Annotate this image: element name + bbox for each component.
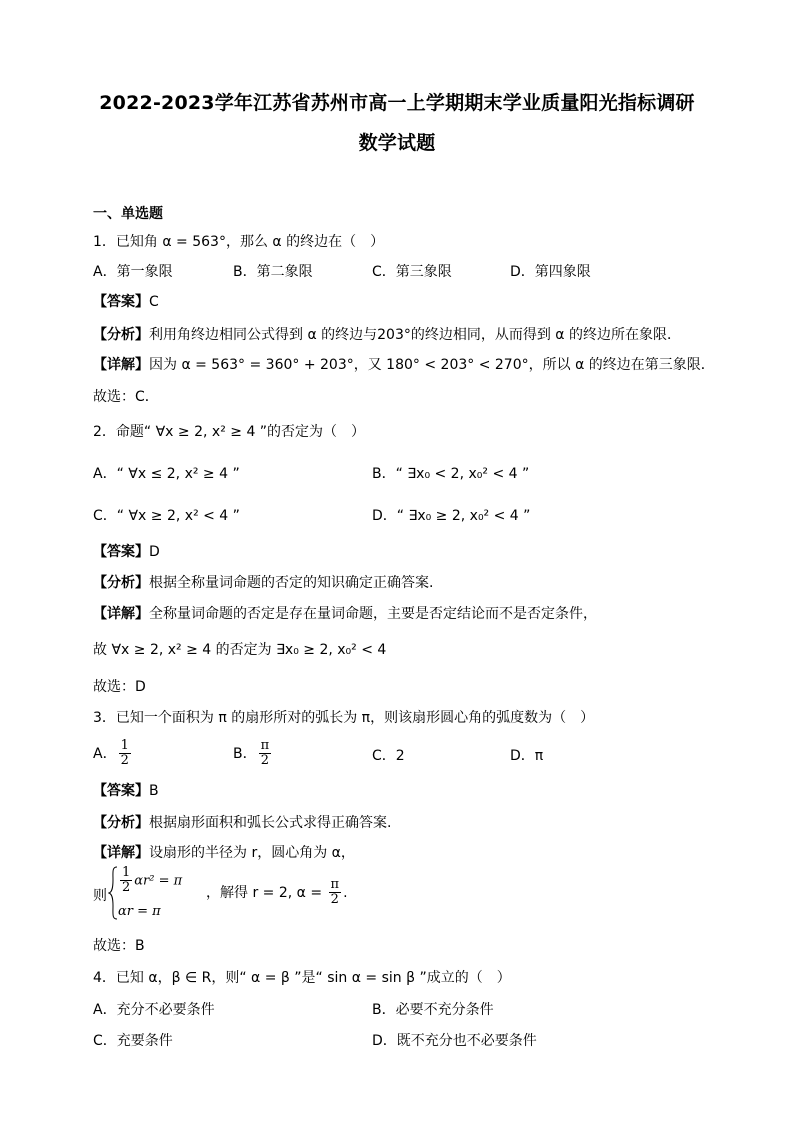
q3-detail-text: 设扇形的半径为 r，圆心角为 α， — [149, 845, 355, 861]
q1-detail-text: 因为 α = 563° = 360° + 203°，又 180° < 203° < 270°，所以 α 的终边在第三象限． — [149, 357, 715, 373]
q1-option-a: A．第一象限 — [93, 264, 173, 280]
q3-system-row-2: αr = π — [118, 904, 161, 919]
q1-option-d: D．第四象限 — [510, 264, 591, 280]
q2-stem: 2．命题“ ∀x ≥ 2, x² ≥ 4 ”的否定为（ ） — [93, 424, 366, 440]
q1-answer — [93, 291, 159, 311]
q3-solution-end: . — [343, 884, 348, 901]
q3-solution-text: ，解得 r = 2, α = — [206, 884, 327, 901]
q1-stem: 1．已知角 α = 563°，那么 α 的终边在（ ） — [93, 234, 385, 250]
q3-answer-value: B — [149, 783, 159, 799]
q3-option-d: D．π — [510, 748, 544, 764]
analysis-label: 【分析】 — [93, 327, 149, 343]
q1-option-b: B．第二象限 — [233, 264, 313, 280]
q3-system-fraction — [120, 866, 132, 896]
q4-option-c: C．充要条件 — [93, 1033, 173, 1049]
q2-option-b: B．“ ∃x₀ < 2, x₀² < 4 ” — [372, 466, 530, 482]
q2-analysis-text: 根据全称量词命题的否定的知识确定正确答案. — [149, 575, 434, 591]
q2-answer-value: D — [149, 544, 160, 560]
fraction-numerator: π — [330, 877, 340, 892]
q2-option-d: D．“ ∃x₀ ≥ 2, x₀² < 4 ” — [372, 508, 531, 524]
q4-option-d: D．既不充分也不必要条件 — [372, 1033, 537, 1049]
q1-answer-value: C — [149, 294, 159, 310]
q2-analysis — [93, 572, 433, 592]
analysis-label: 【分析】 — [93, 575, 149, 591]
q2-option-a: A．“ ∀x ≤ 2, x² ≥ 4 ” — [93, 466, 240, 482]
q2-detail — [93, 603, 597, 623]
q3-option-b-fraction — [259, 739, 272, 769]
q2-option-c: C．“ ∀x ≥ 2, x² < 4 ” — [93, 508, 240, 524]
q3-system-row-1-text: αr² = π — [134, 873, 183, 889]
document-subtitle: 数学试题 — [358, 132, 436, 154]
detail-label: 【详解】 — [93, 357, 149, 373]
answer-label: 【答案】 — [93, 783, 149, 799]
q3-analysis — [93, 812, 391, 832]
q4-option-a: A．充分不必要条件 — [93, 1002, 215, 1018]
q3-option-a-fraction — [119, 739, 131, 769]
answer-label: 【答案】 — [93, 294, 149, 310]
q2-conclusion: 故 ∀x ≥ 2, x² ≥ 4 的否定为 ∃x₀ ≥ 2, x₀² < 4 — [93, 642, 387, 658]
q3-system-row-1 — [118, 866, 182, 896]
section-heading: 一、单选题 — [93, 206, 163, 222]
detail-label: 【详解】 — [93, 845, 149, 861]
q1-detail — [93, 354, 715, 374]
answer-label: 【答案】 — [93, 544, 149, 560]
q3-detail — [93, 842, 355, 862]
fraction-denominator: 2 — [260, 753, 270, 769]
q3-option-a-label: A． — [93, 745, 117, 762]
q3-option-b — [233, 739, 273, 769]
document-title: 2022-2023学年江苏省苏州市高一上学期期末学业质量阳光指标调研 — [99, 92, 695, 114]
left-brace-icon — [108, 866, 118, 920]
q1-analysis — [93, 324, 681, 344]
fraction-denominator: 2 — [122, 880, 131, 896]
q3-choice: 故选：B — [93, 938, 145, 954]
q3-analysis-text: 根据扇形面积和弧长公式求得正确答案. — [149, 815, 392, 831]
q3-solution — [206, 878, 348, 908]
q1-option-c: C．第三象限 — [372, 264, 452, 280]
fraction-numerator: 1 — [120, 738, 129, 753]
q3-option-b-label: B． — [233, 745, 257, 762]
q3-stem: 3．已知一个面积为 π 的扇形所对的弧长为 π，则该扇形圆心角的弧度数为（ ） — [93, 710, 595, 726]
q1-analysis-text: 利用角终边相同公式得到 α 的终边与203°的终边相同，从而得到 α 的终边所在象限． — [149, 327, 681, 343]
q4-stem: 4．已知 α，β ∈ R，则“ α = β ”是“ sin α = sin β ”成立的（ ） — [93, 970, 511, 986]
fraction-numerator: 1 — [122, 865, 131, 880]
q3-solution-fraction — [329, 878, 342, 908]
q3-option-a — [93, 739, 133, 769]
analysis-label: 【分析】 — [93, 815, 149, 831]
q2-detail-text: 全称量词命题的否定是存在量词命题，主要是否定结论而不是否定条件， — [149, 606, 597, 622]
fraction-denominator: 2 — [120, 753, 129, 769]
detail-label: 【详解】 — [93, 606, 149, 622]
q2-answer — [93, 541, 160, 561]
q4-option-b: B．必要不充分条件 — [372, 1002, 494, 1018]
q3-answer — [93, 780, 159, 800]
q3-option-c: C．2 — [372, 748, 405, 764]
q3-system-prefix: 则 — [93, 888, 107, 904]
q1-choice: 故选：C． — [93, 389, 159, 405]
fraction-denominator: 2 — [330, 892, 339, 908]
q2-choice: 故选：D — [93, 679, 146, 695]
fraction-numerator: π — [260, 738, 270, 753]
